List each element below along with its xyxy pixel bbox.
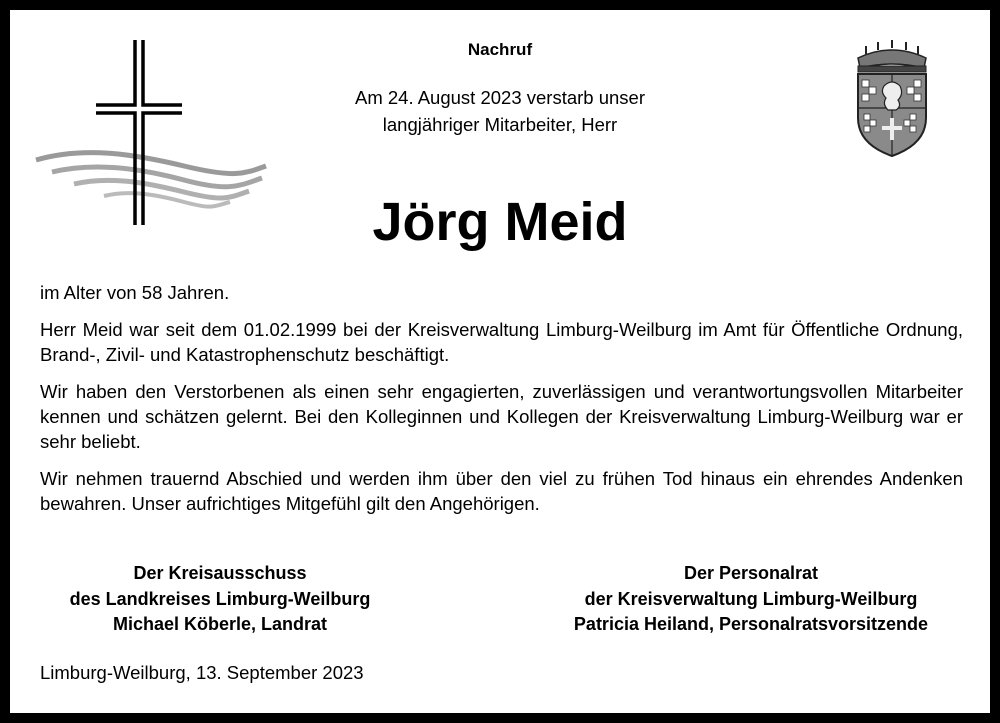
signature-kreisausschuss xyxy=(10,561,430,638)
deceased-name: Jörg Meid xyxy=(372,192,628,252)
intro-line: langjähriger Mitarbeiter, Herr xyxy=(382,114,618,135)
place-and-date: Limburg-Weilburg, 13. September 2023 xyxy=(40,662,364,683)
age-line: im Alter von 58 Jahren. xyxy=(40,282,230,303)
notice-heading: Nachruf xyxy=(467,40,533,59)
paragraph: Herr Meid war seit dem 01.02.1999 bei der Kreisverwaltung Limburg-Weilburg im Amt für Öffentliche Ordnung, Brand-, Zivil- und Katastrophenschutz beschäftigt. xyxy=(40,319,963,365)
paragraph: Wir haben den Verstorbenen als einen sehr engagierten, zuverlässigen und verantwortungsvollen Mitarbeiter kennen und schätzen gelernt. Bei den Kolleginnen und Kollegen der Kreisverwaltung Limburg-Weilburg war er sehr beliebt. xyxy=(40,381,963,452)
obituary-notice xyxy=(10,10,990,713)
intro-line: Am 24. August 2023 verstarb unser xyxy=(354,87,645,108)
signature-line: Der Kreisausschuss xyxy=(133,563,307,583)
paragraph: Wir nehmen trauernd Abschied und werden ihm über den viel zu frühen Tod hinaus ein ehrendes Andenken bewahren. Unser aufrichtiges Mitgefühl gilt den Angehörigen. xyxy=(40,468,963,514)
signature-line: Michael Köberle, Landrat xyxy=(112,614,328,634)
signature-personalrat xyxy=(541,561,961,638)
notice-body xyxy=(40,280,963,528)
signature-line: der Kreisverwaltung Limburg-Weilburg xyxy=(584,588,918,609)
intro-text xyxy=(10,84,990,138)
signature-line: des Landkreises Limburg-Weilburg xyxy=(69,588,371,609)
signature-line: Patricia Heiland, Personalratsvorsitzende xyxy=(573,614,929,634)
signature-line: Der Personalrat xyxy=(683,563,819,583)
